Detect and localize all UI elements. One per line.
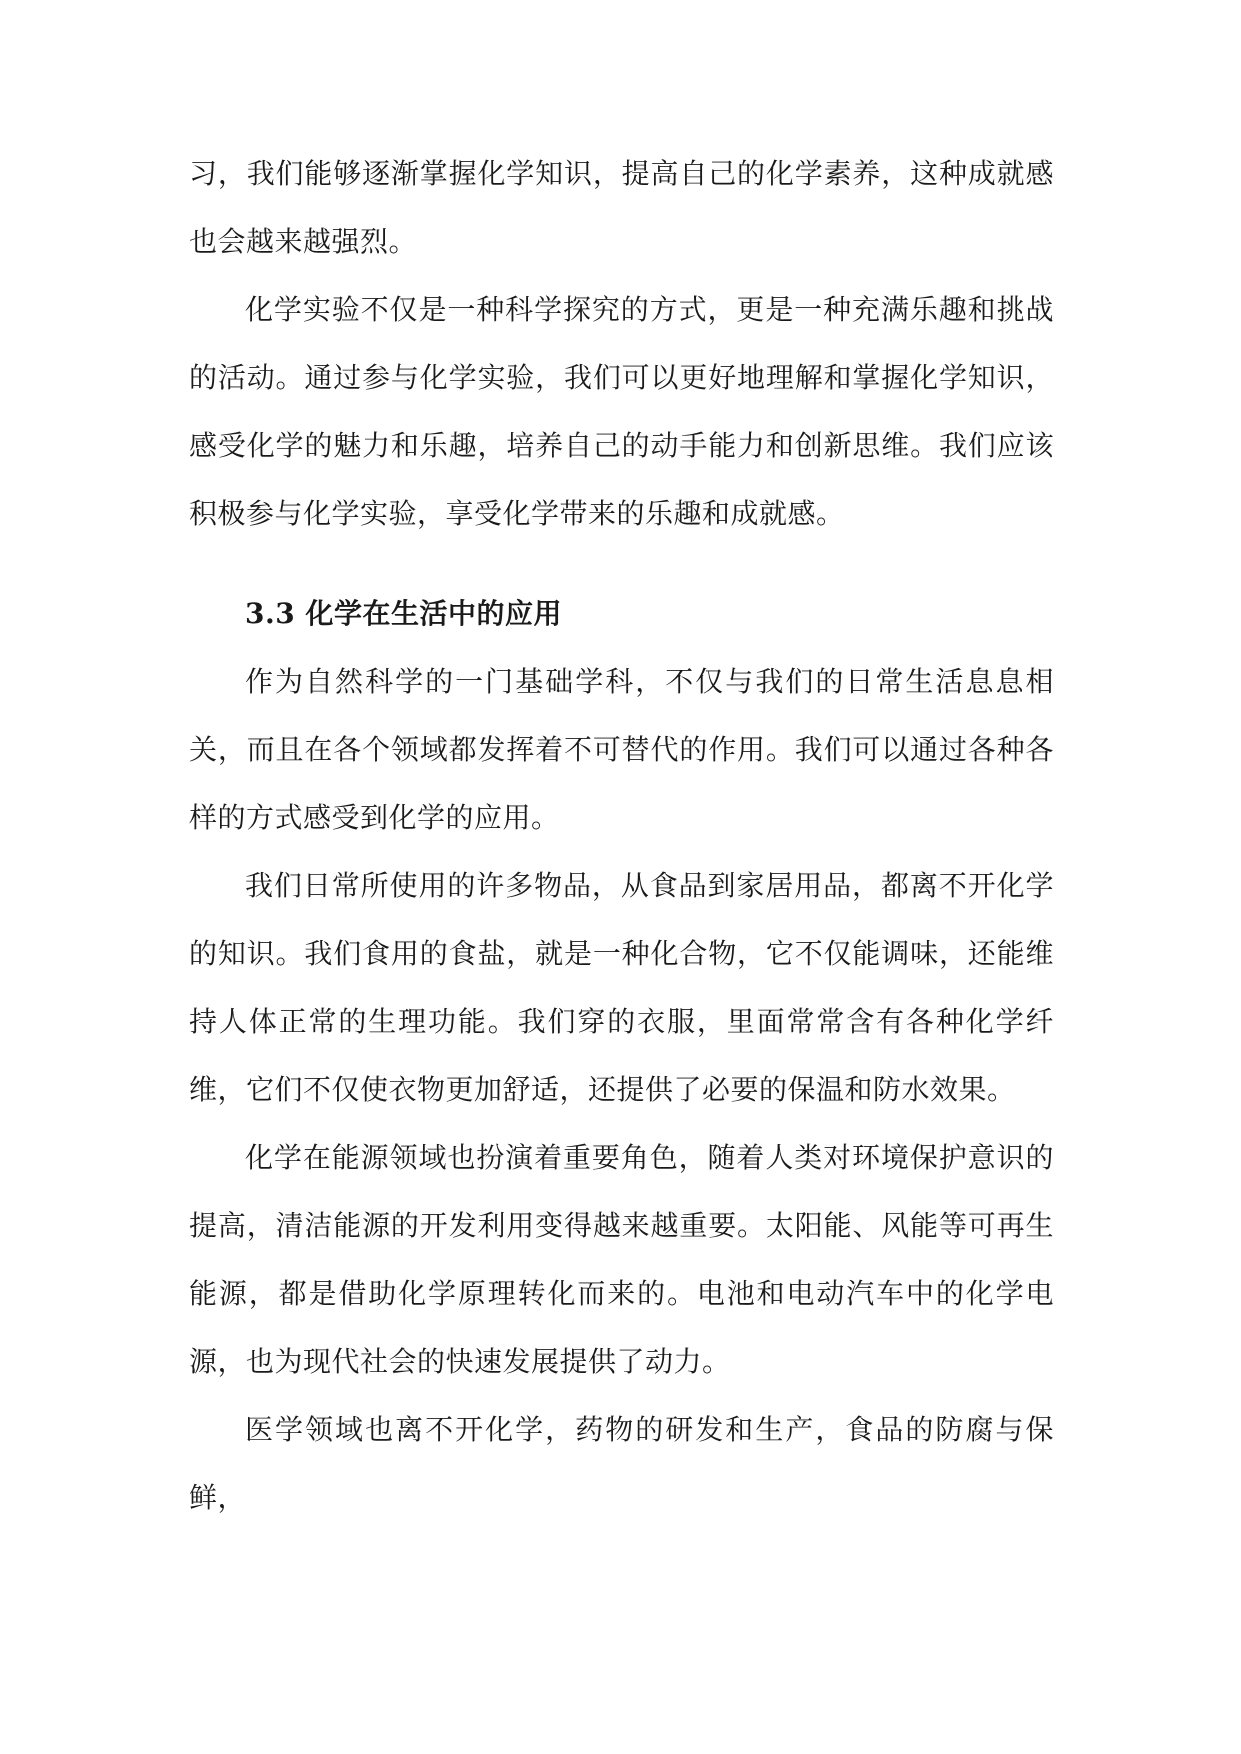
document-body (189, 140, 1054, 1532)
paragraph-medicine: 医学领域也离不开化学，药物的研发和生产，食品的防腐与保鲜， (189, 1413, 1054, 1514)
paragraph-daily-life: 我们日常所使用的许多物品，从食品到家居用品，都离不开化学的知识。我们食用的食盐，就是一种化合物，它不仅能调味，还能维持人体正常的生理功能。我们穿的衣服，里面常常含有各种化学纤维，它们不仅使衣物更加舒适，还提供了必要的保温和防水效果。 (189, 869, 1054, 1106)
paragraph-intro: 作为自然科学的一门基础学科，不仅与我们的日常生活息息相关，而且在各个领域都发挥着不可替代的作用。我们可以通过各种各样的方式感受到化学的应用。 (189, 665, 1054, 834)
paragraph-energy: 化学在能源领域也扮演着重要角色，随着人类对环境保护意识的提高，清洁能源的开发利用变得越来越重要。太阳能、风能等可再生能源，都是借助化学原理转化而来的。电池和电动汽车中的化学电源，也为现代社会的快速发展提供了动力。 (189, 1141, 1054, 1378)
paragraph-experiment: 化学实验不仅是一种科学探究的方式，更是一种充满乐趣和挑战的活动。通过参与化学实验，我们可以更好地理解和掌握化学知识，感受化学的魅力和乐趣，培养自己的动手能力和创新思维。我们应该积极参与化学实验，享受化学带来的乐趣和成就感。 (189, 293, 1054, 530)
paragraph-continued: 习，我们能够逐渐掌握化学知识，提高自己的化学素养，这种成就感也会越来越强烈。 (189, 157, 1054, 258)
section-heading: 3.3 化学在生活中的应用 (245, 597, 562, 630)
